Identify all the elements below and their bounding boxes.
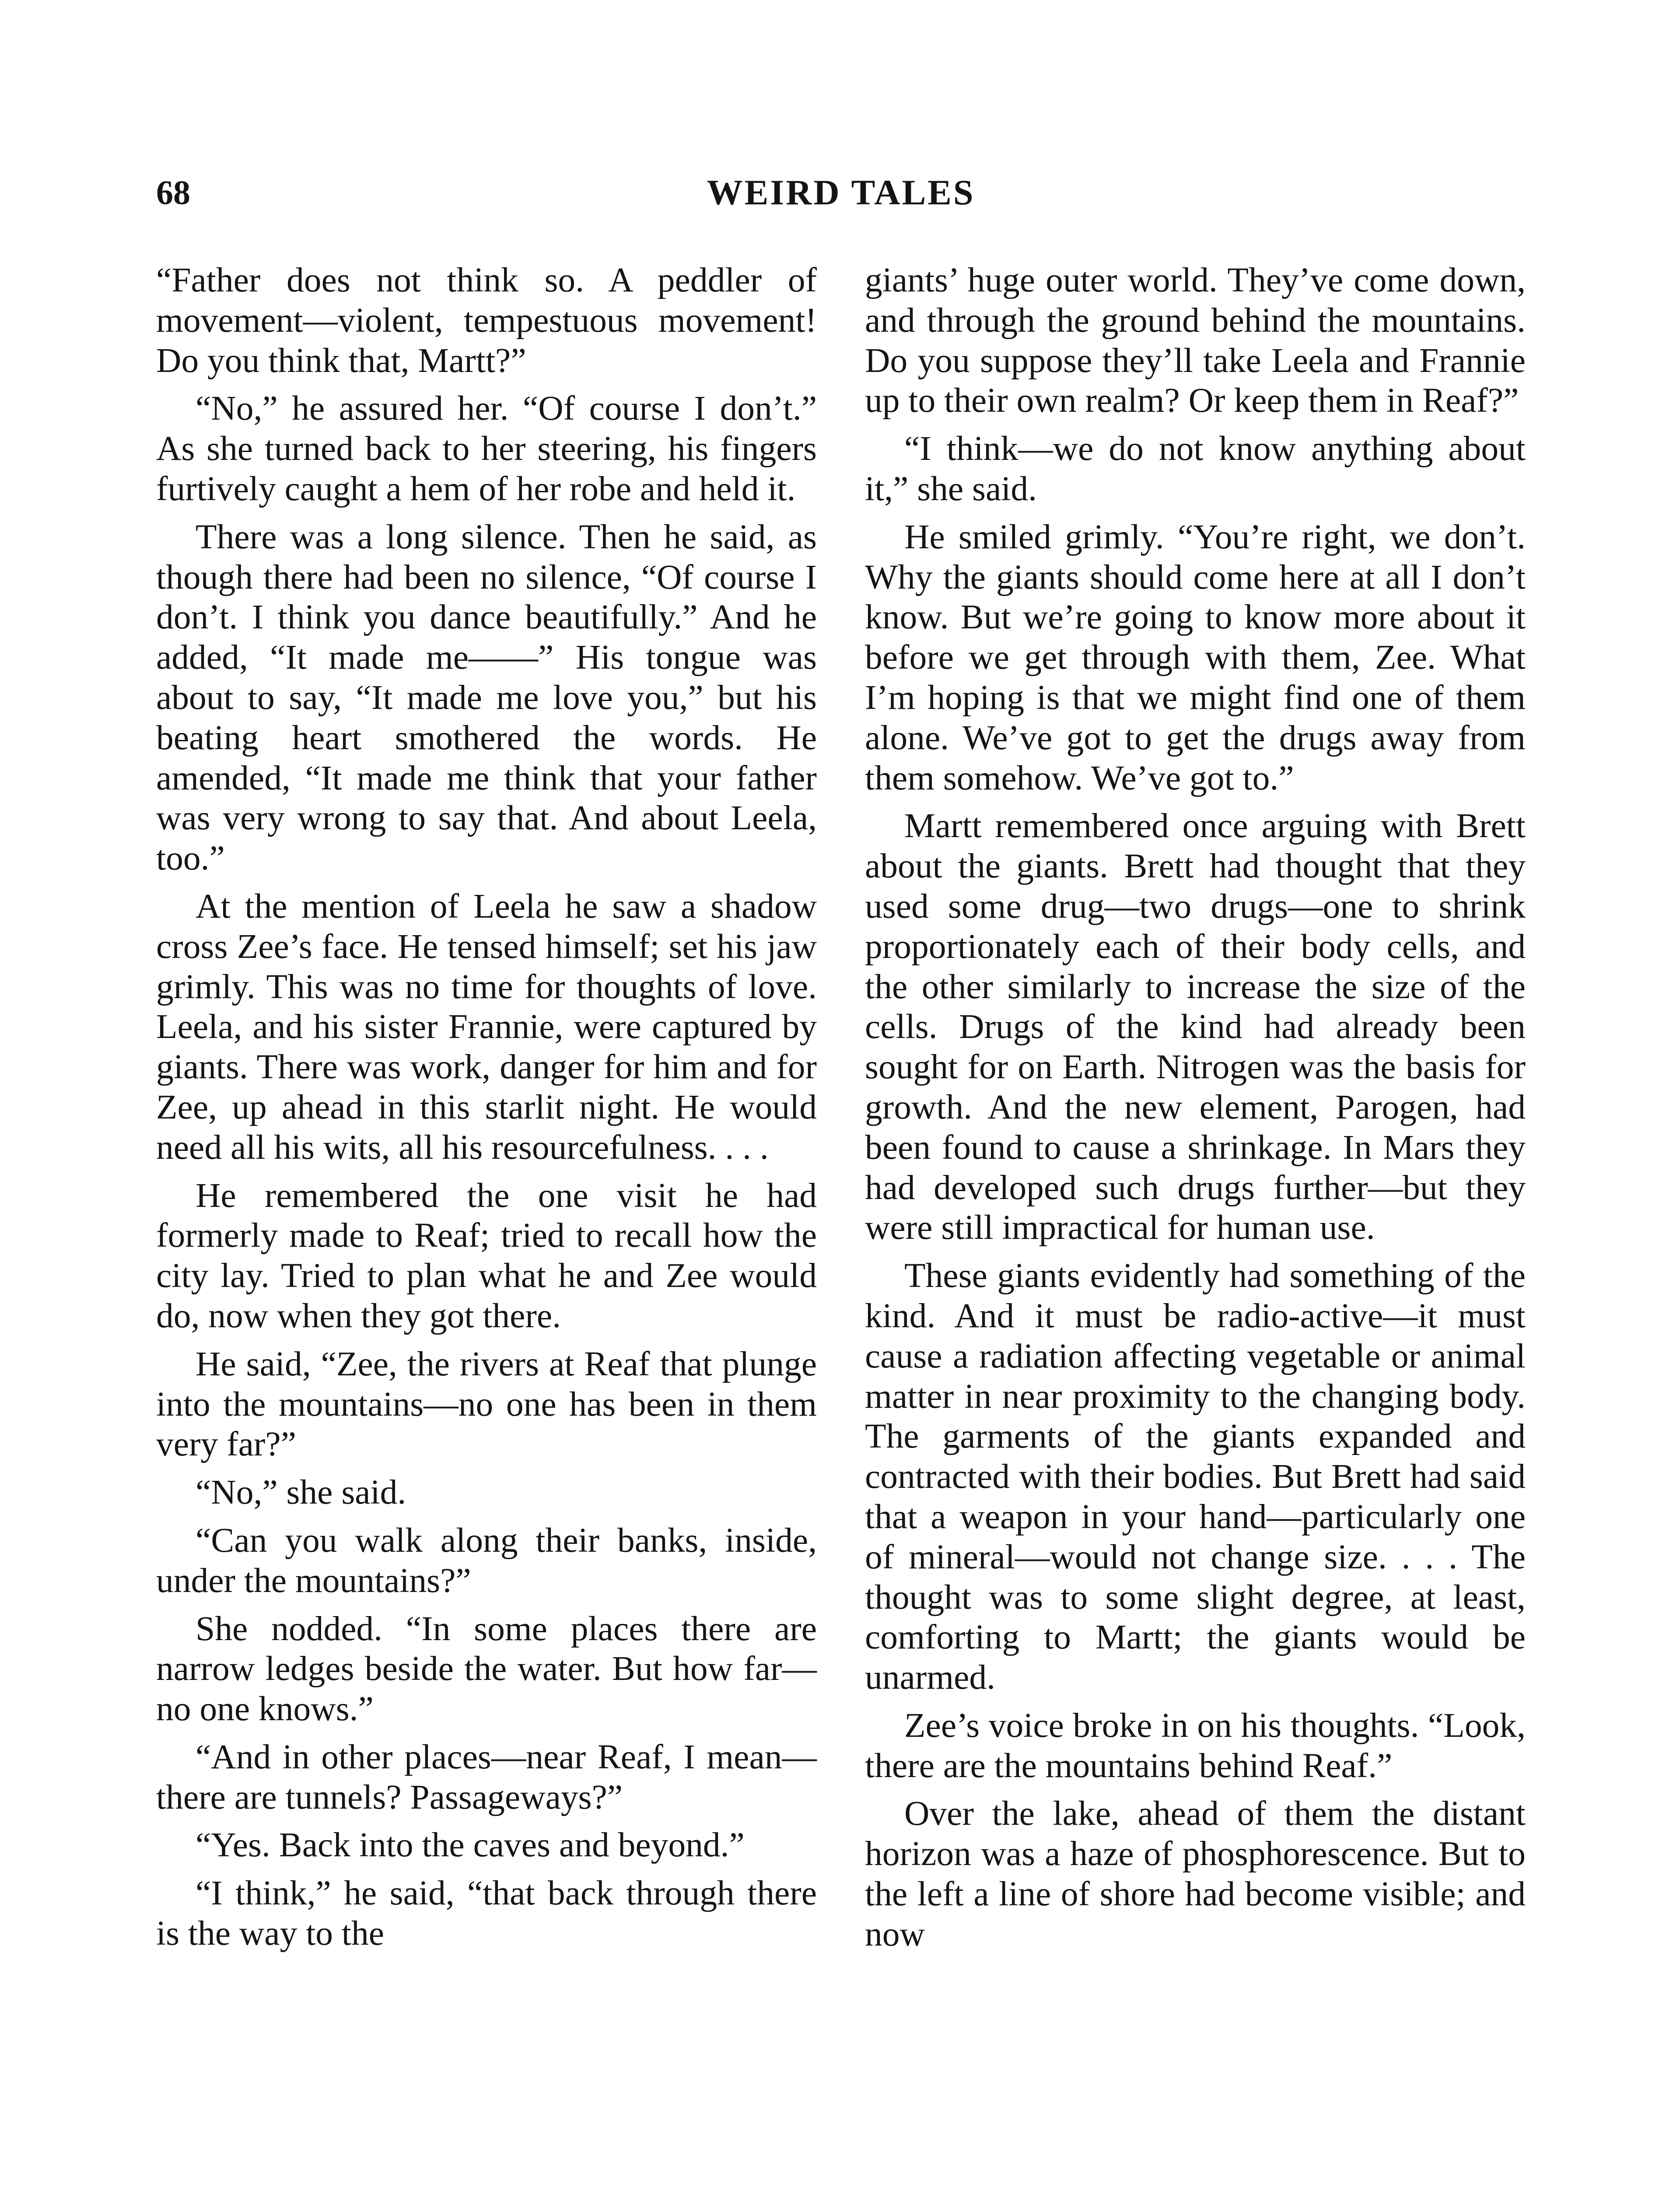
running-head	[156, 168, 1526, 217]
paragraph: He smiled grimly. “You’re right, we don’t. Why the giants should come here at all I don’t know. But we’re going to know more about it before we get through with them, Zee. What I’m hoping is that we might find one of them alone. We’ve got to get the drugs away from them somehow. We’ve got to.”	[865, 517, 1526, 797]
paragraph: Zee’s voice broke in on his thoughts. “Look, there are the mountains behind Reaf.”	[865, 1706, 1526, 1785]
paragraph: At the mention of Leela he saw a shadow cross Zee’s face. He tensed himself; set his jaw grimly. This was no time for thoughts of love. Leela, and his sister Frannie, were captured by giants. There was work, danger for him and for Zee, up ahead in this starlit night. He would need all his wits, all his resourcefulness. . . .	[156, 887, 817, 1167]
paragraph: “I think—we do not know anything about it,” she said.	[865, 429, 1526, 508]
paragraph: giants’ huge outer world. They’ve come down, and through the ground behind the mountains. Do you suppose they’ll take Leela and Frannie up to their own realm? Or keep them in Reaf?”	[865, 261, 1526, 420]
paragraph: “Father does not think so. A peddler of movement—violent, tempestuous movement! Do you think that, Martt?”	[156, 261, 817, 380]
paragraph: These giants evidently had something of the kind. And it must be radio-active—it must cause a radiation affecting vegetable or animal matter in near proximity to the changing body. The garments of the giants expanded and contracted with their bodies. But Brett had said that a weapon in your hand—particularly one of mineral—would not change size. . . . The thought was to some slight degree, at least, comforting to Martt; the giants would be unarmed.	[865, 1256, 1526, 1697]
magazine-title: WEIRD TALES	[707, 172, 975, 212]
page-number: 68	[156, 173, 190, 211]
paragraph: “No,” he assured her. “Of course I don’t.” As she turned back to her steering, his fingers furtively caught a hem of her robe and held it.	[156, 389, 817, 508]
paragraph: “Can you walk along their banks, inside, under the mountains?”	[156, 1521, 817, 1600]
paragraph: Martt remembered once arguing with Brett about the giants. Brett had thought that they used some drug—two drugs—one to shrink proportionately each of their body cells, and the other similarly to increase the size of the cells. Drugs of the kind had already been sought for on Earth. Nitrogen was the basis for growth. And the new element, Parogen, had been found to cause a shrinkage. In Mars they had developed such drugs further—but they were still impractical for human use.	[865, 806, 1526, 1247]
right-column	[865, 260, 1526, 1963]
paragraph: “I think,” he said, “that back through there is the way to the	[156, 1874, 817, 1953]
paragraph: “No,” she said.	[196, 1473, 406, 1512]
paragraph: “Yes. Back into the caves and beyond.”	[196, 1826, 745, 1865]
left-column	[156, 260, 817, 1962]
paragraph: There was a long silence. Then he said, as though there had been no silence, “Of course I don’t. I think you dance beautifully.” And he added, “It made me——” His tongue was about to say, “It made me love you,” but his beating heart smothered the words. He amended, “It made me think that your father was very wrong to say that. And about Leela, too.”	[156, 517, 817, 878]
paragraph: He remembered the one visit he had formerly made to Reaf; tried to recall how the city lay. Tried to plan what he and Zee would do, now when they got there.	[156, 1176, 817, 1335]
paragraph: He said, “Zee, the rivers at Reaf that plunge into the mountains—no one has been in them very far?”	[156, 1344, 817, 1464]
paragraph: “And in other places—near Reaf, I mean—there are tunnels? Passageways?”	[156, 1737, 817, 1816]
paragraph: Over the lake, ahead of them the distant horizon was a haze of phosphorescence. But to the left a line of shore had become visible; and now	[865, 1794, 1526, 1953]
paragraph: She nodded. “In some places there are narrow ledges beside the water. But how far—no one knows.”	[156, 1609, 817, 1729]
